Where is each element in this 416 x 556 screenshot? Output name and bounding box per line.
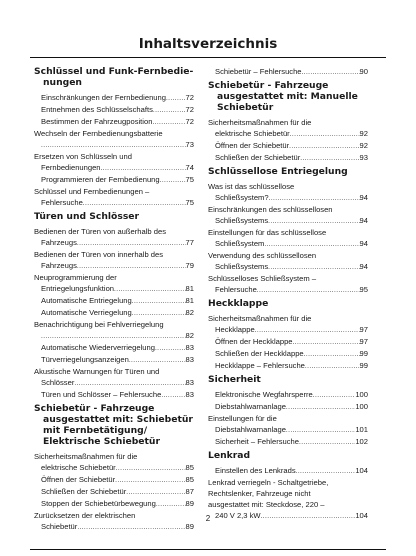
toc-entry-text: ausgestattet mit: Steckdose, 220 –	[208, 500, 325, 509]
dot-leader	[305, 361, 360, 372]
toc-entry[interactable]	[34, 389, 194, 401]
section-heading: Schlüssel und Funk-Fernbedie-nungen	[34, 66, 194, 88]
toc-entry-text: Benachrichtigung bei Fehlverriegelung	[34, 320, 164, 329]
toc-entry-text: Öffnen der Schiebetür	[41, 475, 116, 484]
toc-entry-text: Schlüsselloses Schließsystem –	[208, 274, 317, 283]
toc-entry-text: Programmieren der Fernbedienung	[41, 175, 160, 184]
toc-entry-text: Schließsystem?	[215, 193, 269, 202]
toc-entry[interactable]	[208, 348, 368, 360]
toc-page-number: 83	[185, 390, 194, 399]
toc-entry[interactable]	[208, 227, 368, 250]
dot-leader	[269, 193, 360, 204]
toc-page-number: 75	[185, 175, 194, 184]
dot-leader	[286, 425, 355, 436]
dot-leader	[161, 390, 185, 401]
section-heading: Schlüssellose Entriegelung	[208, 166, 348, 177]
toc-page-number: 73	[185, 140, 194, 149]
toc-entry-text: Was ist das schlüssellose	[208, 182, 295, 191]
toc-entry[interactable]	[34, 186, 194, 209]
dot-leader	[114, 284, 186, 295]
toc-entry[interactable]	[34, 474, 194, 486]
toc-page-number: 87	[185, 487, 194, 496]
toc-entry[interactable]	[208, 117, 368, 140]
toc-page-number: 92	[359, 141, 368, 150]
toc-entry-text: Schiebetür – Fehlersuche	[215, 67, 302, 76]
toc-page-number: 82	[185, 331, 194, 340]
toc-entry[interactable]	[34, 366, 194, 389]
section-heading: Schiebetür - Fahrzeuge ausgestattet mit: Schiebetür mit Fernbetätigung/ Elektrische Schiebetür	[34, 403, 193, 447]
toc-entry-text: Schließen der Schiebetür	[215, 153, 301, 162]
dot-leader	[126, 487, 185, 498]
toc-entry[interactable]	[208, 140, 368, 152]
toc-entry-text: Sicherheitsmaßnahmen für die	[208, 118, 312, 127]
toc-entry[interactable]	[208, 360, 368, 372]
toc-page-number: 72	[185, 93, 194, 102]
dot-leader	[101, 163, 186, 174]
dot-leader	[160, 175, 186, 186]
dot-leader	[83, 198, 186, 209]
toc-page-number: 93	[359, 153, 368, 162]
dot-leader	[255, 325, 360, 336]
toc-entry-text: Türverriegelungsanzeigen	[41, 355, 129, 364]
dot-leader	[289, 141, 359, 152]
dot-leader	[304, 349, 360, 360]
toc-entry-text: Schließsystems	[215, 262, 269, 271]
toc-entry[interactable]	[208, 413, 368, 436]
toc-entry-text: Fernbedienungen	[41, 163, 101, 172]
toc-entry-text: Schließen der Schiebetür	[41, 487, 127, 496]
toc-page-number: 101	[355, 425, 368, 434]
toc-page-number: 94	[359, 193, 368, 202]
section-heading: Lenkrad	[208, 450, 251, 461]
toc-page-number: 104	[355, 511, 368, 520]
toc-entry[interactable]	[34, 486, 194, 498]
dot-leader	[268, 262, 359, 273]
toc-entry[interactable]	[208, 66, 368, 78]
dot-leader	[286, 402, 355, 413]
toc-entry[interactable]	[208, 181, 368, 204]
toc-entry-text: Schließen der Heckklappe	[215, 349, 304, 358]
toc-entry-text: Stoppen der Schiebetürbewegung	[41, 499, 156, 508]
toc-page-number: 94	[359, 262, 368, 271]
toc-page-number: 102	[355, 437, 368, 446]
section-heading: Sicherheit	[208, 374, 261, 385]
toc-entry-text: Einstellen des Lenkrads	[215, 466, 296, 475]
title-divider	[30, 57, 386, 58]
toc-entry-text: Verwendung des schlüssellosen	[208, 251, 317, 260]
toc-entry-text: Einschränkungen der Fernbedienung	[41, 93, 166, 102]
dot-leader	[116, 463, 186, 474]
toc-entry-text: Sicherheitsmaßnahmen für die	[34, 452, 138, 461]
toc-page-number: 81	[185, 296, 194, 305]
toc-entry-text: Einschränkungen des schlüssellosen	[208, 205, 333, 214]
toc-page-number: 79	[185, 261, 194, 270]
toc-section	[208, 450, 368, 522]
dot-leader	[115, 475, 185, 486]
toc-page-number: 97	[359, 337, 368, 346]
dot-leader	[166, 93, 186, 104]
toc-page-number: 85	[185, 475, 194, 484]
toc-entry-text: Fahrzeugs	[41, 261, 77, 270]
toc-entry[interactable]	[34, 307, 194, 319]
toc-page-number: 97	[359, 325, 368, 334]
toc-entry[interactable]	[34, 128, 194, 151]
toc-entry[interactable]	[34, 151, 194, 174]
toc-entry-text: Fahrzeugs	[41, 238, 77, 247]
dot-leader	[313, 390, 356, 401]
toc-entry[interactable]	[208, 465, 368, 477]
toc-entry-text: Automatische Wiederverriegelung	[41, 343, 155, 352]
toc-entry-text: Elektronische Wegfahrsperre	[215, 390, 313, 399]
toc-page-number: 100	[355, 390, 368, 399]
toc-entry[interactable]	[34, 342, 194, 354]
toc-entry-text: Diebstahlwarnanlage	[215, 402, 286, 411]
toc-entry-text: Schließsystem	[215, 239, 265, 248]
toc-section	[208, 66, 368, 78]
toc-entry-text: Neuprogrammierung der	[34, 273, 117, 282]
dot-leader	[132, 296, 186, 307]
dot-leader	[132, 308, 186, 319]
toc-entry-text: Automatische Entriegelung	[41, 296, 132, 305]
toc-page-number: 72	[185, 117, 194, 126]
toc-entry[interactable]	[208, 273, 368, 296]
toc-entry-text: Schlösser	[41, 378, 75, 387]
dot-leader	[302, 67, 360, 78]
toc-entry-text: Entriegelungsfunktion	[41, 284, 115, 293]
toc-entry-text: Schiebetür	[41, 522, 78, 531]
toc-entry-text: Türen und Schlösser – Fehlersuche	[41, 390, 162, 399]
toc-page-number: 100	[355, 402, 368, 411]
section-heading: Türen und Schlösser	[34, 211, 140, 222]
section-heading: Schiebetür - Fahrzeuge ausgestattet mit: Manuelle Schiebetür	[208, 80, 358, 113]
toc-entry-text: Akustische Warnungen für Türen und	[34, 367, 160, 376]
toc-entry[interactable]	[34, 92, 194, 104]
toc-page-number: 83	[185, 343, 194, 352]
dot-leader	[129, 355, 186, 366]
toc-entry-text: Lenkrad verriegeln - Schaltgetriebe,	[208, 478, 329, 487]
toc-page-number: 77	[185, 238, 194, 247]
dot-leader	[153, 105, 186, 116]
toc-page-number: 83	[185, 355, 194, 364]
bottom-divider	[30, 549, 386, 550]
toc-entry[interactable]	[34, 319, 194, 342]
dot-leader	[152, 117, 185, 128]
toc-entry-text: elektrische Schiebetür	[41, 463, 116, 472]
toc-entry-text: Bedienen der Türen von außerhalb des	[34, 227, 166, 236]
dot-leader	[155, 343, 186, 354]
toc-entry-text: Rechtslenker, Fahrzeuge nicht	[208, 489, 311, 498]
toc-page-number: 72	[185, 105, 194, 114]
dot-leader	[300, 153, 359, 164]
toc-page-number: 74	[185, 163, 194, 172]
toc-page-number: 75	[185, 198, 194, 207]
dot-leader	[257, 285, 360, 296]
toc-entry-text: Heckklappe – Fehlersuche	[215, 361, 305, 370]
toc-section	[208, 166, 368, 296]
toc-section	[208, 80, 368, 164]
toc-entry[interactable]	[34, 226, 194, 249]
toc-page-number: 92	[359, 129, 368, 138]
dot-leader	[268, 216, 359, 227]
toc-entry-text: Schließsystems	[215, 216, 269, 225]
toc-entry-text: Fehlersuche	[215, 285, 257, 294]
toc-entry-text: Entnehmen des Schlüsselschafts	[41, 105, 153, 114]
toc-entry-text: Einstellungen für das schlüssellose	[208, 228, 327, 237]
toc-entry-text: Zurücksetzen der elektrischen	[34, 511, 136, 520]
toc-entry-text: Diebstahlwarnanlage	[215, 425, 286, 434]
toc-entry-text: Automatische Verriegelung	[41, 308, 132, 317]
toc-page-number: 104	[355, 466, 368, 475]
toc-entry[interactable]	[208, 336, 368, 348]
toc-entry[interactable]	[208, 152, 368, 164]
toc-section	[208, 298, 368, 372]
toc-page-number: 90	[359, 67, 368, 76]
toc-entry[interactable]	[34, 116, 194, 128]
toc-entry-text: Heckklappe	[215, 325, 255, 334]
toc-entry-text: Bedienen der Türen von innerhalb des	[34, 250, 164, 259]
dot-leader	[290, 129, 360, 140]
toc-entry-text: Sicherheitsmaßnahmen für die	[208, 314, 312, 323]
toc-page-number: 99	[359, 349, 368, 358]
page-title: Inhaltsverzeichnis	[138, 36, 278, 52]
dot-leader	[299, 437, 355, 448]
dot-leader	[296, 466, 356, 477]
dot-leader	[156, 499, 186, 510]
dot-leader	[41, 140, 186, 151]
toc-entry[interactable]	[208, 389, 368, 401]
toc-entry-text: Wechseln der Fernbedienungsbatterie	[34, 129, 163, 138]
toc-left-column	[34, 66, 194, 535]
toc-entry[interactable]	[208, 313, 368, 336]
toc-entry-text: Bestimmen der Fahrzeugposition	[41, 117, 153, 126]
toc-entry-text: Öffnen der Heckklappe	[215, 337, 293, 346]
toc-section	[34, 66, 194, 209]
toc-entry[interactable]	[34, 451, 194, 474]
toc-page-number: 89	[185, 522, 194, 531]
toc-section	[34, 211, 194, 401]
toc-entry[interactable]	[208, 250, 368, 273]
toc-entry[interactable]	[34, 272, 194, 295]
toc-page-number: 94	[359, 239, 368, 248]
dot-leader	[41, 331, 186, 342]
toc-entry[interactable]	[208, 436, 368, 448]
toc-entry-text: elektrische Schiebetür	[215, 129, 290, 138]
toc-entry-text: Fehlersuche	[41, 198, 83, 207]
toc-entry[interactable]	[34, 104, 194, 116]
dot-leader	[77, 522, 185, 533]
toc-entry[interactable]	[34, 174, 194, 186]
dot-leader	[264, 239, 359, 250]
dot-leader	[74, 378, 185, 389]
toc-page-number: 95	[359, 285, 368, 294]
toc-entry-text: Ersetzen von Schlüsseln und	[34, 152, 132, 161]
section-heading: Heckklappe	[208, 298, 269, 309]
toc-entry[interactable]	[34, 249, 194, 272]
dot-leader	[77, 261, 186, 272]
toc-entry-text: Öffnen der Schiebetür	[215, 141, 290, 150]
toc-right-column	[208, 66, 368, 524]
toc-section	[208, 374, 368, 448]
toc-entry-text: Einstellungen für die	[208, 414, 277, 423]
toc-entry-text: Schlüssel und Fernbedienungen –	[34, 187, 150, 196]
toc-page-number: 82	[185, 308, 194, 317]
toc-page-number: 83	[185, 378, 194, 387]
toc-page-number: 94	[359, 216, 368, 225]
dot-leader	[293, 337, 360, 348]
toc-entry[interactable]	[34, 354, 194, 366]
dot-leader	[77, 238, 186, 249]
toc-page-number: 89	[185, 499, 194, 508]
toc-entry[interactable]	[34, 498, 194, 510]
toc-entry[interactable]	[34, 295, 194, 307]
toc-entry[interactable]	[208, 401, 368, 413]
toc-page-number: 81	[185, 284, 194, 293]
page-number: 2	[205, 514, 211, 523]
toc-entry[interactable]	[208, 204, 368, 227]
toc-entry-text: Sicherheit – Fehlersuche	[215, 437, 299, 446]
toc-page-number: 85	[185, 463, 194, 472]
toc-entry-text: 240 V 2,3 kW	[215, 511, 261, 520]
toc-page-number: 99	[359, 361, 368, 370]
